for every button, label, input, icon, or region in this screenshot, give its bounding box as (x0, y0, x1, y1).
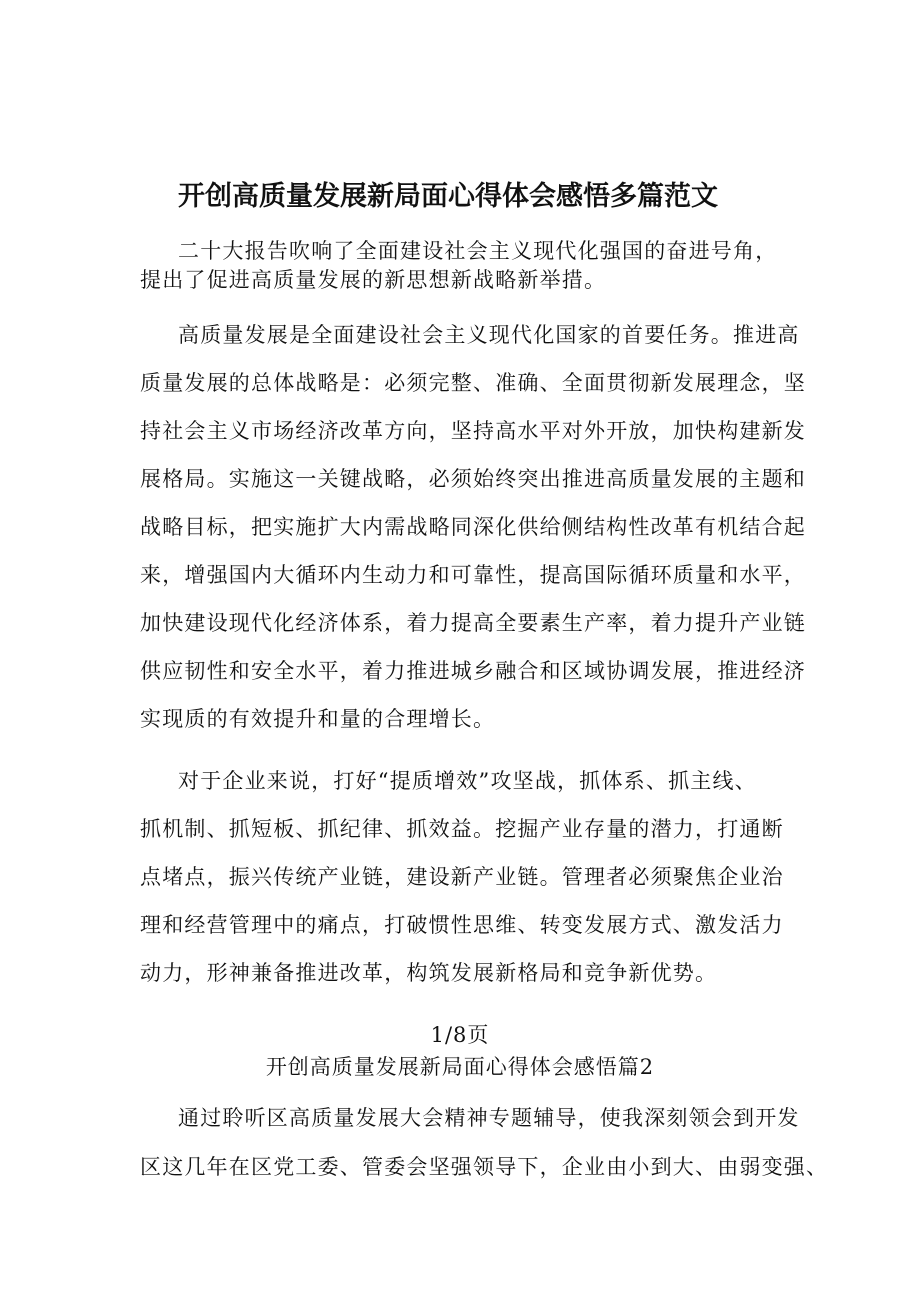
page-number: 1/8页 (430, 1023, 490, 1047)
paragraph-line: 点堵点，振兴传统产业链，建设新产业链。管理者必须聚焦企业治 (140, 865, 784, 889)
paragraph-line: 持社会主义市场经济改革方向，坚持高水平对外开放，加快构建新发 (140, 419, 806, 443)
paragraph-line: 动力，形神兼备推进改革，构筑发展新格局和竞争新优势。 (140, 961, 718, 985)
paragraph-line: 战略目标，把实施扩大内需战略同深化供给侧结构性改革有机结合起 (140, 515, 806, 539)
paragraph-line: 区这几年在区党工委、管委会坚强领导下，企业由小到大、由弱变强、 (140, 1155, 829, 1179)
paragraph-line: 高质量发展是全面建设社会主义现代化国家的首要任务。推进高 (178, 323, 800, 347)
intro-line: 提出了促进高质量发展的新思想新战略新举措。 (140, 268, 607, 292)
paragraph-line: 抓机制、抓短板、抓纪律、抓效益。挖掘产业存量的潜力，打通断 (140, 817, 784, 841)
paragraph-line: 加快建设现代化经济体系，着力提高全要素生产率，着力提升产业链 (140, 611, 806, 635)
document-title: 开创高质量发展新局面心得体会感悟多篇范文 (178, 181, 718, 212)
paragraph-line: 通过聆听区高质量发展大会精神专题辅导，使我深刻领会到开发 (178, 1106, 800, 1130)
paragraph-line: 来，增强国内大循环内生动力和可靠性，提高国际循环质量和水平， (140, 563, 806, 587)
paragraph-line: 理和经营管理中的痛点，打破惯性思维、转变发展方式、激发活力 (140, 913, 784, 937)
paragraph-line: 供应韧性和安全水平，着力推进城乡融合和区域协调发展，推进经济 (140, 659, 806, 683)
section-title: 开创高质量发展新局面心得体会感悟篇2 (265, 1055, 655, 1079)
paragraph-line: 展格局。实施这一关键战略，必须始终突出推进高质量发展的主题和 (140, 467, 806, 491)
intro-line: 二十大报告吹响了全面建设社会主义现代化强国的奋进号角， (178, 239, 778, 263)
paragraph-line: 实现质的有效提升和量的合理增长。 (140, 707, 496, 731)
paragraph-line: 对于企业来说，打好“提质增效”攻坚战，抓体系、抓主线、 (178, 769, 757, 793)
paragraph-line: 质量发展的总体战略是：必须完整、准确、全面贯彻新发展理念，坚 (140, 371, 806, 395)
